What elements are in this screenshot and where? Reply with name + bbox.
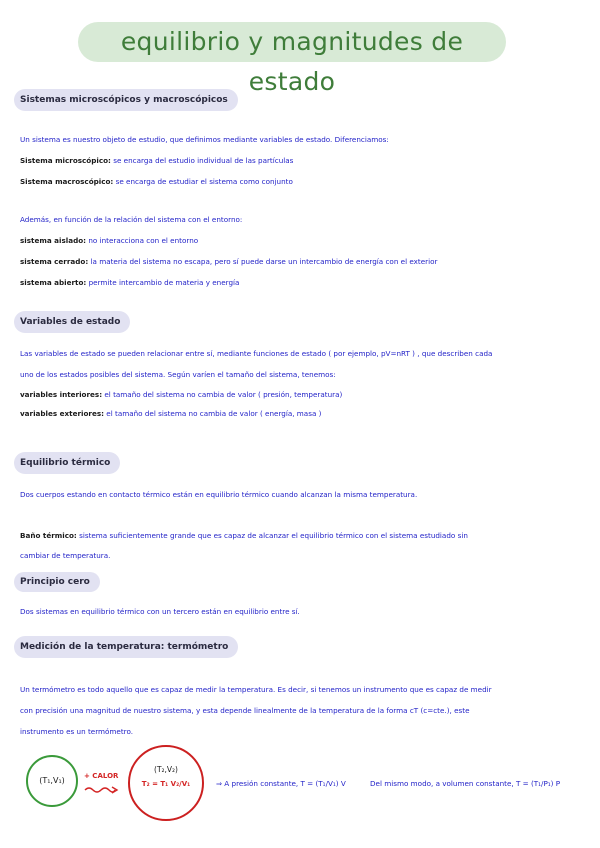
state2-label: (T₂,V₂) <box>154 765 178 774</box>
bano-key: Baño térmico: <box>20 531 77 540</box>
s2-int <box>20 389 342 400</box>
macro-key: Sistema macroscópico: <box>20 177 114 186</box>
s3-cero-text: Dos sistemas en equilibrio térmico con un tercero están en equilibrio entre sí. <box>20 607 300 616</box>
s1-macro <box>20 176 293 187</box>
bano-val-a: sistema suficientemente grande que es capaz de alcanzar el equilibrio térmico con el sistema estudiado sin <box>79 531 468 540</box>
s1-cerrado <box>20 256 437 267</box>
s1-aislado <box>20 235 198 246</box>
cerrado-val: la materia del sistema no escapa, pero sí puede darse un intercambio de energía con el exterior <box>90 257 438 266</box>
micro-val: se encarga del estudio individual de las partículas <box>113 156 294 165</box>
s1-micro <box>20 155 293 166</box>
s1-intro2: Además, en función de la relación del sistema con el entorno: <box>20 215 243 224</box>
aislado-key: sistema aislado: <box>20 236 87 245</box>
int-key: variables interiores: <box>20 390 103 399</box>
section-header-sistemas: Sistemas microscópicos y macroscópicos <box>14 89 238 111</box>
aislado-val: no interacciona con el entorno <box>88 236 199 245</box>
s1-abierto <box>20 277 239 288</box>
int-val: el tamaño del sistema no cambia de valor ( presión, temperatura) <box>104 390 343 399</box>
ext-val: el tamaño del sistema no cambia de valor ( energía, masa ) <box>106 409 322 418</box>
s2-p1b: uno de los estados posibles del sistema. Según varíen el tamaño del sistema, tenemos: <box>20 370 336 379</box>
s3-bano-b: cambiar de temperatura. <box>20 551 111 560</box>
state1-circle <box>26 755 78 807</box>
cerrado-key: sistema cerrado: <box>20 257 89 266</box>
formula-presion-constante: ⇒ A presión constante, T = (T₁/V₁) V <box>216 779 346 788</box>
section-header-variables: Variables de estado <box>14 311 130 333</box>
state1-label: (T₁,V₁) <box>39 776 65 785</box>
s3-bano <box>20 530 468 541</box>
state2-circle <box>128 745 204 821</box>
page-title: equilibrio y magnitudes de estado <box>78 22 506 62</box>
macro-val: se encarga de estudiar el sistema como conjunto <box>115 177 293 186</box>
s4-p1c: instrumento es un termómetro. <box>20 727 134 736</box>
s1-intro: Un sistema es nuestro objeto de estudio, que definimos mediante variables de estado. Diferenciamos: <box>20 135 389 144</box>
s3-p1: Dos cuerpos estando en contacto térmico están en equilibrio térmico cuando alcanzan la misma temperatura. <box>20 490 418 499</box>
abierto-val: permite intercambio de materia y energía <box>88 278 240 287</box>
s2-p1a: Las variables de estado se pueden relacionar entre sí, mediante funciones de estado ( por ejemplo, pV=nRT ) , que describen cada <box>20 349 493 358</box>
micro-key: Sistema microscópico: <box>20 156 111 165</box>
ext-key: variables exteriores: <box>20 409 104 418</box>
s4-p1b: con precisión una magnitud de nuestro sistema, y esta depende linealmente de la temperatura de la forma cT (c=cte.), este <box>20 706 470 715</box>
section-header-termometro: Medición de la temperatura: termómetro <box>14 636 238 658</box>
s4-p1a: Un termómetro es todo aquello que es capaz de medir la temperatura. Es decir, si tenemos un instrumento que es capaz de medir <box>20 685 492 694</box>
heat-arrow-icon <box>84 781 120 800</box>
section-header-equilibrio: Equilibrio térmico <box>14 452 120 474</box>
state2-formula: T₂ = T₁ V₂/V₁ <box>141 780 191 788</box>
calor-label: + CALOR <box>84 772 119 780</box>
abierto-key: sistema abierto: <box>20 278 87 287</box>
s2-ext <box>20 408 321 419</box>
formula-volumen-constante: Del mismo modo, a volumen constante, T = (T₁/P₁) P <box>370 779 561 788</box>
section-header-principio-cero: Principio cero <box>14 572 100 592</box>
